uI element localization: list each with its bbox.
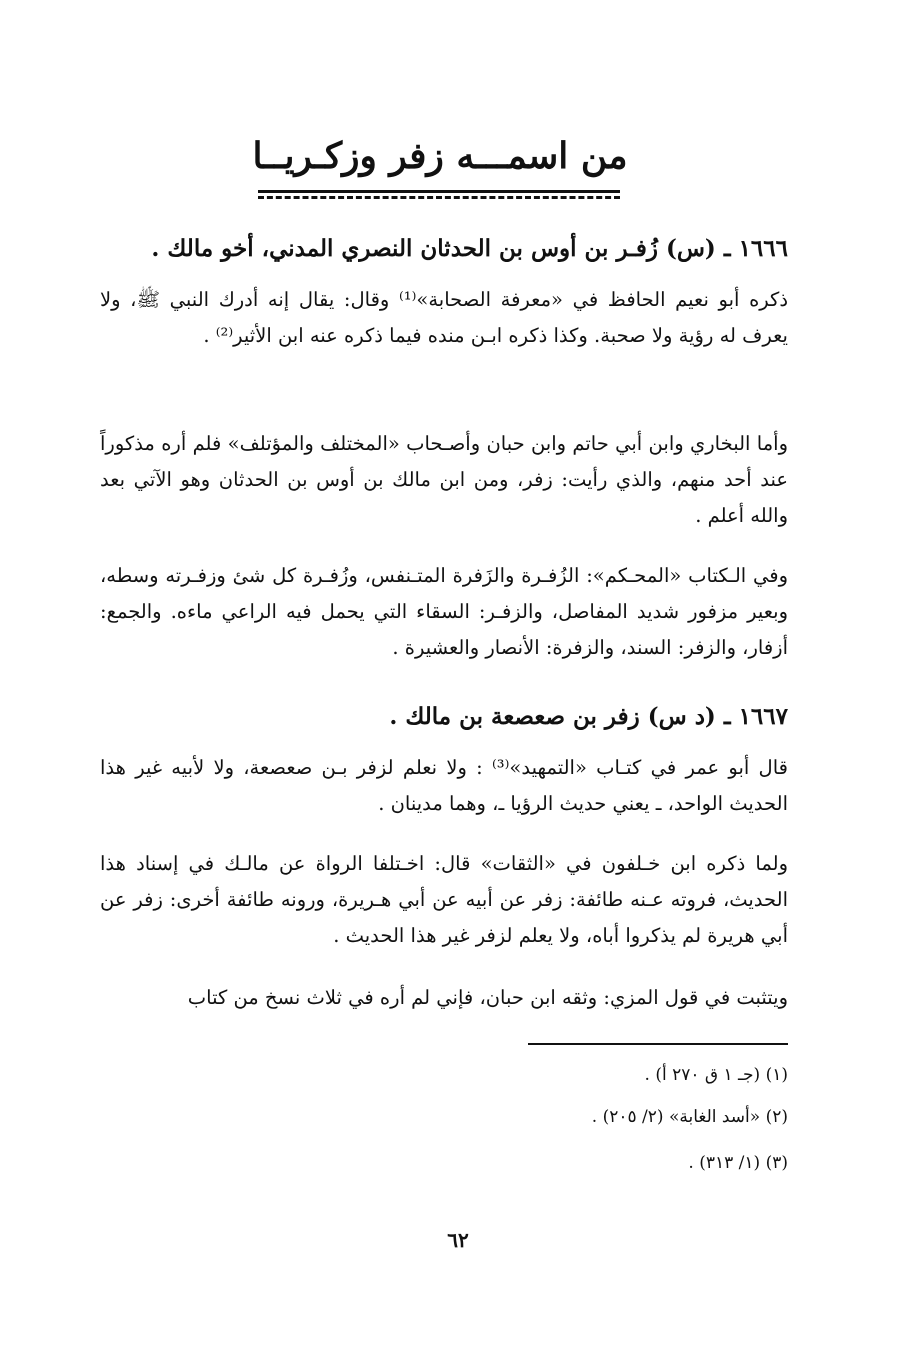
paragraph: ويتثبت في قول المزي: وثقه ابن حبان، فإني لم أره في ثلاث نسخ من كتاب xyxy=(187,986,788,1009)
entry-heading: ١٦٦٦ ـ (س) زُفـر بن أوس بن الحدثان النصري المدني، أخو مالك . xyxy=(151,235,788,262)
paragraph: وفي الـكتاب «المحـكم»: الزُفـرة والزَفرة المتـنفس، وزُفـرة كل شئ وزفـرته وسطه، وبعير مزفور شديد المفاصل، والزفـر: السقاء التي يحمل فيه الراعي ماءه. والجمع: أزفار، والزفر: السند، والزفرة: الأنصار والعشيرة . xyxy=(100,564,788,659)
entry-1667 xyxy=(100,700,788,734)
footnote-1: (١) (جـ ١ ق ٢٧٠ أ) . xyxy=(644,1065,788,1085)
paragraph: قال أبو عمر في كتـاب «التمهيد»⁽³⁾ : ولا نعلم لزفر بـن صعصعة، ولا لأبيه غير هذا الحديث الواحد، ـ يعني حديث الرؤيا ـ، وهما مدينان . xyxy=(100,756,788,815)
entry-1667-paragraph-3 xyxy=(100,980,788,1016)
entry-1666-paragraph-2 xyxy=(100,426,788,534)
page-number: ٦٢ xyxy=(447,1228,469,1252)
footnote-3: (٣) (١/ ٣١٣) . xyxy=(688,1153,788,1173)
entry-1667-paragraph-1 xyxy=(100,750,788,822)
entry-1667-paragraph-2 xyxy=(100,846,788,954)
entry-1666-paragraph-1 xyxy=(100,282,788,354)
chapter-title: من اسمـــه زفر وزكـريــا xyxy=(252,135,628,177)
paragraph: ذكره أبو نعيم الحافظ في «معرفة الصحابة»⁽¹⁾ وقال: يقال إنه أدرك النبي ﷺ، ولا يعرف له رؤية ولا صحبة. وكذا ذكره ابـن منده فيما ذكره عنه ابن الأثير⁽²⁾ . xyxy=(100,288,789,347)
footnote-2: (٢) «أسد الغابة» (٢/ ٢٠٥) . xyxy=(591,1107,788,1127)
title-underline-ornament xyxy=(258,196,620,199)
paragraph: ولما ذكره ابن خـلفون في «الثقات» قال: اخـتلفا الرواة عن مالـك في إسناد هذا الحديث، فروته عـنه طائفة: زفر عن أبيه عن أبي هـريرة، ورونه طائفة أخرى: زفر عن أبي هريرة لم يذكروا أباه، ولا يعلم لزفر غير هذا الحديث . xyxy=(100,852,788,947)
entry-1666 xyxy=(100,232,788,266)
title-underline xyxy=(258,190,620,193)
entry-1666-paragraph-3 xyxy=(100,558,788,666)
footnote-separator xyxy=(528,1043,788,1045)
paragraph: وأما البخاري وابن أبي حاتم وابن حبان وأصـحاب «المختلف والمؤتلف» فلم أره مذكوراً عند أحد منهم، والذي رأيت: زفر، ومن ابن مالك بن أوس بن الحدثان وهو الآتي بعد والله أعلم . xyxy=(100,432,788,527)
entry-heading: ١٦٦٧ ـ (د س) زفر بن صعصعة بن مالك . xyxy=(389,703,788,730)
